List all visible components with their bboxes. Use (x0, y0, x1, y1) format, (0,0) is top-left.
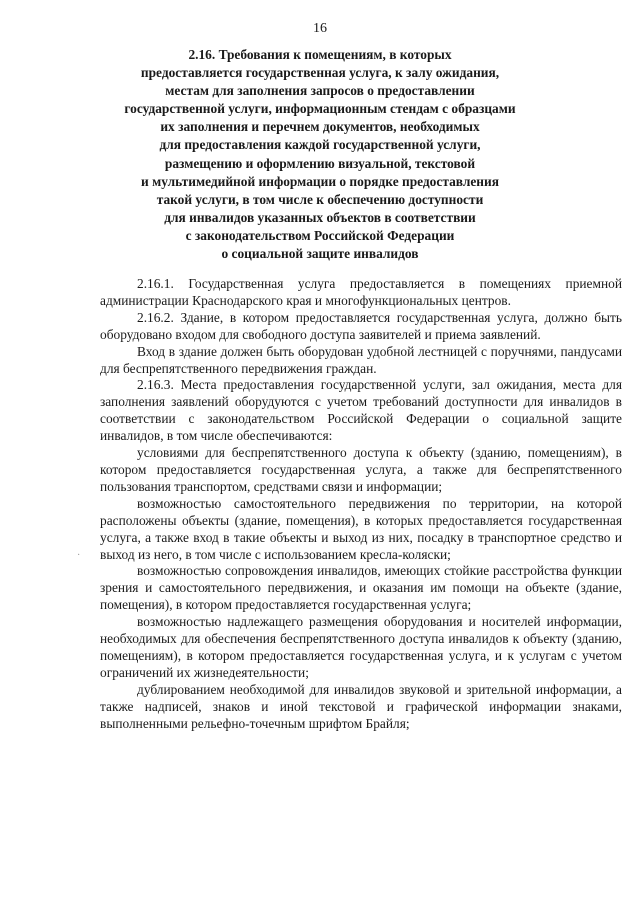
paragraph-2-16-1: 2.16.1. Государственная услуга предоставляется в помещениях приемной администрации Краснодарского края и многофункциональных центров. (100, 276, 622, 308)
heading-line: размещению и оформлению визуальной, текстовой (164, 155, 476, 171)
list-item-independent-movement: возможностью самостоятельного передвижения по территории, на которой расположены объекты (здание, помещения), в которых предоставляется государственная услуга, а также вход в такие объекты и выход из них, посадку в транспортное средство и выход из него, в том числе с использованием кресла-коляски; (100, 495, 622, 562)
paragraph-2-16-2: 2.16.2. Здание, в котором предоставляется государственная услуга, должно быть оборудовано входом для свободного доступа заявителей и приема заявлений. (100, 309, 622, 342)
list-item-escort: возможностью сопровождения инвалидов, имеющих стойкие расстройства функции зрения и самостоятельного передвижения, и оказания им помощи на объекте (здание, помещения), в котором предоставляется государственная услуга; (100, 563, 622, 613)
list-item-equipment-placement: возможностью надлежащего размещения оборудования и носителей информации, необходимых для обеспечения беспрепятственного доступа инвалидов к объекту (зданию, помещениям), в котором предоставляется государственная услуга, и к услугам с учетом ограничений их жизнедеятельности; (100, 614, 622, 680)
list-item-braille-duplication: дублированием необходимой для инвалидов звуковой и зрительной информации, а также надписей, знаков и иной текстовой и графической информации знаками, выполненными рельефно-точечным шрифтом Брайля; (100, 681, 622, 731)
heading-line: предоставляется государственная услуга, к залу ожидания, (140, 65, 500, 81)
heading-line: местам для заполнения запросов о предоставлении (165, 83, 475, 99)
heading-line: их заполнения и перечнем документов, необходимых (160, 119, 480, 135)
paragraph-entrance: Вход в здание должен быть оборудован удобной лестницей с поручнями, пандусами для беспрепятственного передвижения граждан. (100, 343, 622, 376)
heading-line: 2.16. Требования к помещениям, в которых (188, 47, 452, 62)
heading-line: для предоставления каждой государственной услуги, (159, 137, 481, 153)
heading-line: государственной услуги, информационным стендам с образцами (124, 101, 516, 117)
section-heading (100, 46, 540, 263)
scan-margin-dot: · (77, 550, 81, 561)
heading-line: о социальной защите инвалидов (221, 246, 419, 262)
body-text (100, 276, 622, 732)
heading-line: с законодательством Российской Федерации (185, 227, 455, 243)
list-item-access-conditions: условиями для беспрепятственного доступа к объекту (зданию, помещениям), в котором предоставляется государственная услуга, а также для беспрепятственного пользования транспортом, средствами связи и информации; (100, 445, 622, 494)
heading-line: и мультимедийной информации о порядке предоставления (141, 173, 499, 189)
heading-line: такой услуги, в том числе к обеспечению доступности (156, 191, 484, 207)
paragraph-2-16-3: 2.16.3. Места предоставления государственной услуги, зал ожидания, места для заполнения заявлений оборудуются с учетом требований доступности для инвалидов в соответствии с законодательством Российской Федерации о социальной защите инвалидов, в том числе обеспечиваются: (100, 377, 622, 444)
page-number: 16 (313, 21, 327, 36)
heading-line: для инвалидов указанных объектов в соответствии (164, 209, 476, 225)
